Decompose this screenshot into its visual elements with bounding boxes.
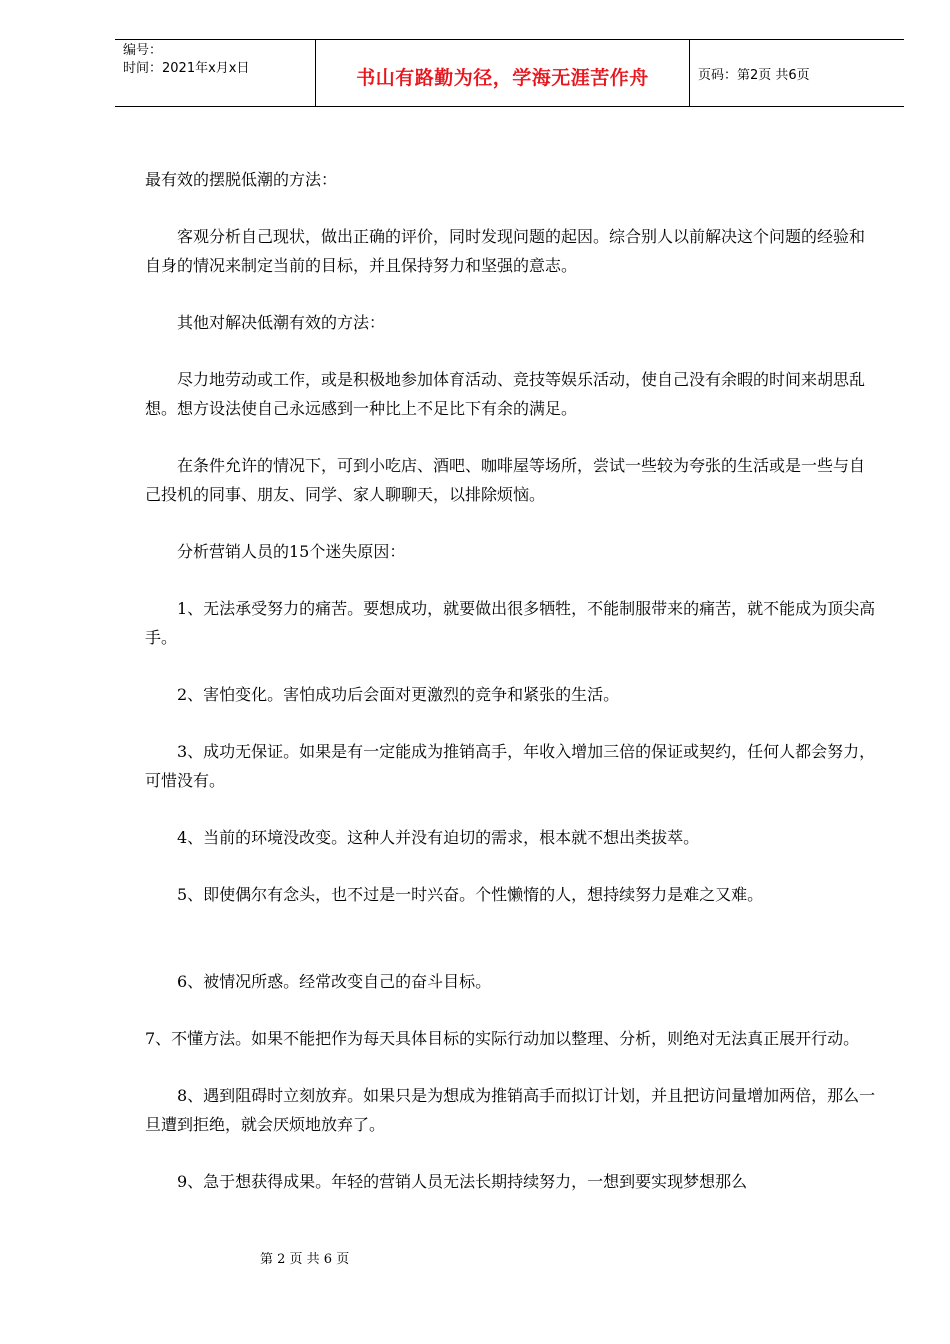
header-page-info: 页码：第2页 共6页 [698, 67, 810, 83]
body-paragraph: 在条件允许的情况下，可到小吃店、酒吧、咖啡屋等场所，尝试一些较为夸张的生活或是一些与自己投机的同事、朋友、同学、家人聊聊天，以排除烦恼。 [145, 456, 866, 504]
page-footer [260, 1248, 660, 1267]
document-number-label: 编号： [123, 43, 163, 58]
header-page-cell [690, 40, 904, 106]
section-heading: 其他对解决低潮有效的方法： [177, 313, 386, 332]
document-body [145, 165, 877, 1224]
section-heading: 最有效的摆脱低潮的方法： [145, 170, 338, 189]
list-item: 9、急于想获得成果。年轻的营销人员无法长期持续努力，一想到要实现梦想那么 [177, 1172, 748, 1191]
list-item: 4、当前的环境没改变。这种人并没有迫切的需求，根本就不想出类拔萃。 [177, 828, 700, 847]
page-header [115, 39, 904, 107]
list-item: 3、成功无保证。如果是有一定能成为推销高手，年收入增加三倍的保证或契约，任何人都会努力，可惜没有。 [145, 742, 876, 790]
list-item: 6、被情况所惑。经常改变自己的奋斗目标。 [177, 972, 492, 991]
section-heading: 分析营销人员的15个迷失原因： [177, 542, 406, 561]
footer-page-number: 第 2 页 共 6 页 [260, 1252, 350, 1267]
body-paragraph: 客观分析自己现状，做出正确的评价，同时发现问题的起因。综合别人以前解决这个问题的经验和自身的情况来制定当前的目标，并且保持努力和坚强的意志。 [145, 227, 866, 275]
document-date-label: 时间：2021年x月x日 [123, 61, 250, 76]
header-meta-cell [115, 40, 316, 106]
list-item: 7、不懂方法。如果不能把作为每天具体目标的实际行动加以整理、分析，则绝对无法真正展开行动。 [145, 1029, 860, 1048]
header-motto-cell [316, 40, 690, 106]
list-item: 2、害怕变化。害怕成功后会面对更激烈的竞争和紧张的生活。 [177, 685, 620, 704]
list-item: 5、即使偶尔有念头，也不过是一时兴奋。个性懒惰的人，想持续努力是难之又难。 [177, 885, 764, 904]
list-item: 1、无法承受努力的痛苦。要想成功，就要做出很多牺牲，不能制服带来的痛苦，就不能成为顶尖高手。 [145, 599, 876, 647]
body-paragraph: 尽力地劳动或工作，或是积极地参加体育活动、竞技等娱乐活动，使自己没有余暇的时间来胡思乱想。想方设法使自己永远感到一种比上不足比下有余的满足。 [145, 370, 866, 418]
list-item: 8、遇到阻碍时立刻放弃。如果只是为想成为推销高手而拟订计划，并且把访问量增加两倍，那么一旦遭到拒绝，就会厌烦地放弃了。 [145, 1086, 876, 1134]
header-motto: 书山有路勤为径，学海无涯苦作舟 [356, 66, 649, 89]
